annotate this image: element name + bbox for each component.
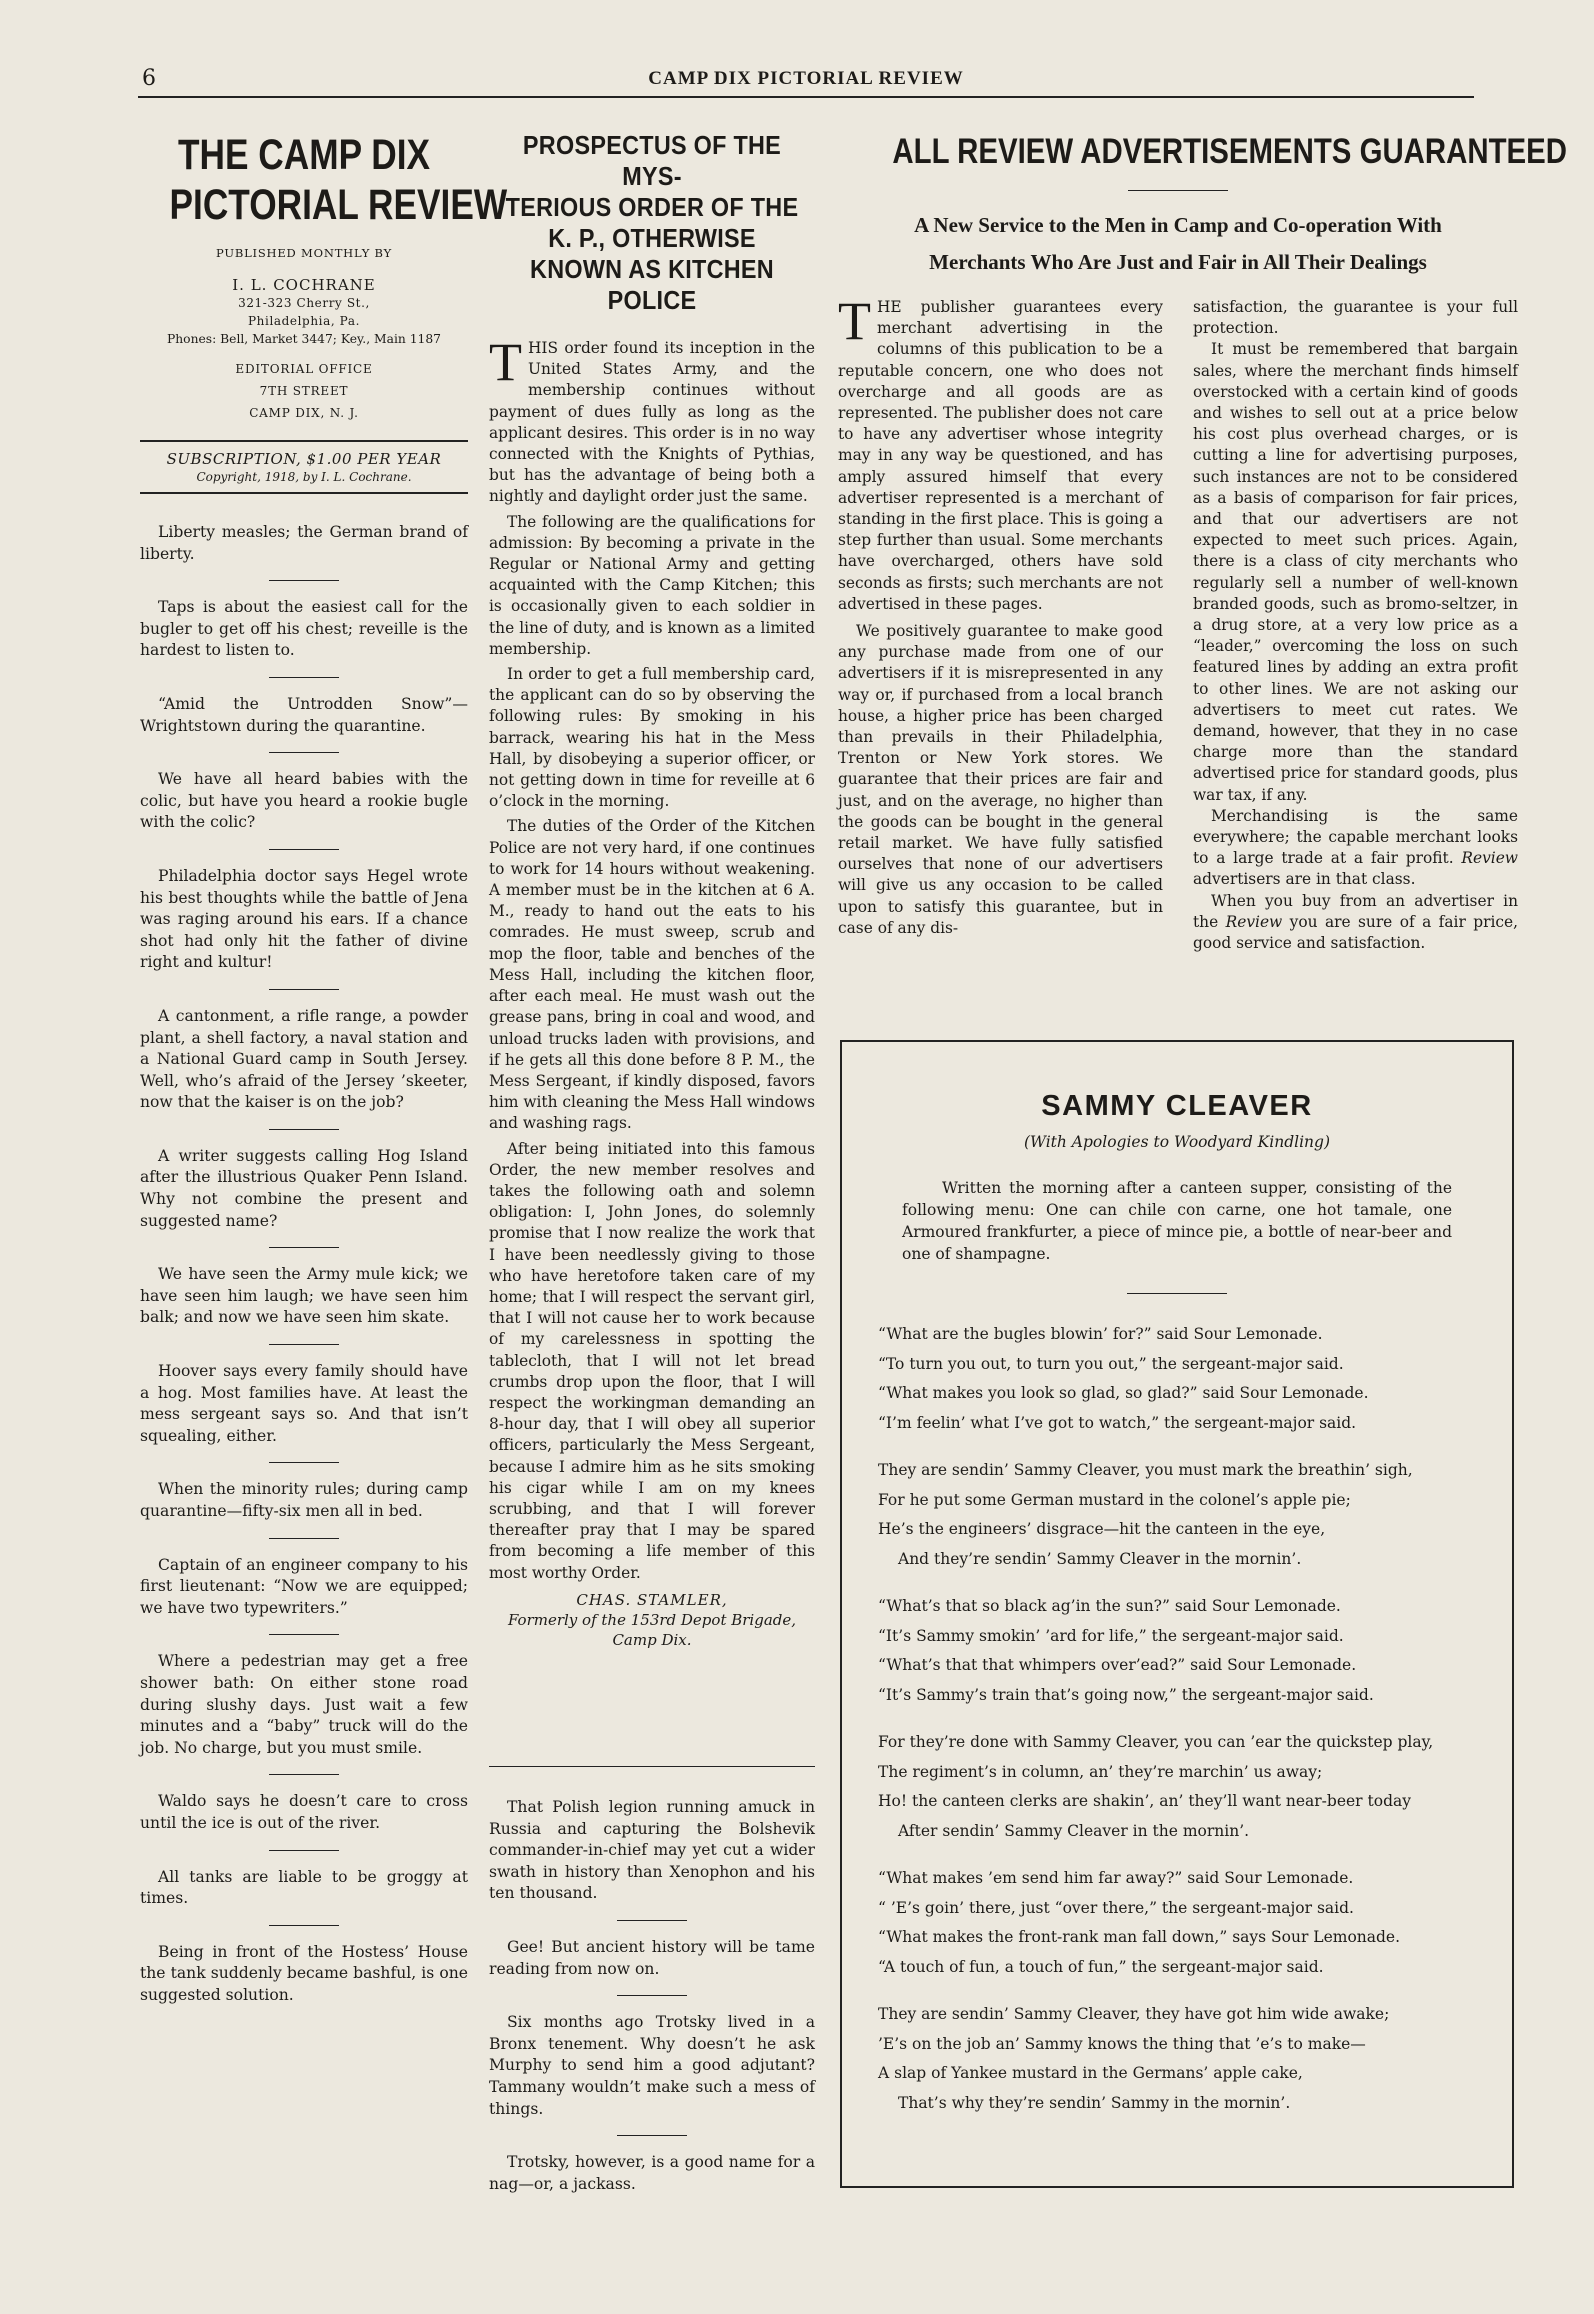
poem-line: Ho! the canteen clerks are shakin’, an’ they’ll want near-beer today	[878, 1792, 1412, 1810]
separator-rule	[269, 1538, 339, 1539]
poem-line: “A touch of fun, a touch of fun,” the sergeant-major said.	[878, 1957, 1324, 1976]
brief-item: Being in front of the Hostess’ House the tank suddenly became bashful, is one suggested solution.	[140, 1942, 468, 2004]
prospectus-title-line: PROSPECTUS OF THE MYS-	[522, 130, 782, 191]
ad-subtitle-line-1: A New Service to the Men in Camp and Co-operation With	[914, 213, 1442, 237]
prospectus-paragraph: The duties of the Order of the Kitchen Police are not very hard, if one continues to work for 14 hours without weakening. A member must be in the kitchen at 6 A. M., ready to hand out the eats to his comrades. He must sweep, scrub and mop the floor, table and benches of the Mess Hall, including the kitchen floor, after each meal. He must wash out the grease pans, bring in coal and wood, and unload trucks laden with provisions, and if he gets all this done before 8 P. M., the Mess Sergeant, if kindly disposed, favors him with cleaning the Mess Hall windows and washing rags.	[489, 817, 815, 1133]
signature-affiliation: Formerly of the 153rd Depot Brigade,	[507, 1610, 797, 1629]
ad-paragraph: THE publisher guarantees every merchant advertising in the columns of this publication to be a reputable concern, one who does not overcharge and all goods are as represented. The publisher does not care to have any advertiser whose integrity may in any way be questioned, and has amply assured himself that every advertiser represented is a merchant of standing in the first place. This is going a step further than usual. Some merchants have overcharged, others have sold seconds as firsts; such merchants are not advertised in these pages.	[838, 291, 1163, 613]
brief-item: Taps is about the easiest call for the bugler to get off his chest; reveille is the hardest to listen to.	[140, 598, 468, 660]
brief-item: We have seen the Army mule kick; we have seen him laugh; we have seen him balk; and now we have seen him skate.	[140, 1265, 468, 1327]
prospectus-paragraph: In order to get a full membership card, the applicant can do so by observing the following rules: By smoking in his barrack, wearing his hat in the Mess Hall, by disobeying a superior officer, or not getting down in time for reveille at 6 o’clock in the morning.	[489, 665, 815, 811]
subscription-box	[140, 440, 468, 494]
ad-subtitle	[838, 207, 1518, 281]
ad-body-right	[1193, 297, 1518, 954]
poem-line: “It’s Sammy’s train that’s going now,” the sergeant-major said.	[878, 1685, 1374, 1704]
signature-name: CHAS. STAMLER,	[576, 1590, 728, 1609]
column-right	[838, 110, 1568, 954]
separator-rule	[617, 1920, 687, 1921]
poem-line: The regiment’s in column, an’ they’re marchin’ us away;	[878, 1762, 1323, 1781]
poem-title: SAMMY CLEAVER	[1041, 1090, 1313, 1122]
publisher-name: I. L. COCHRANE	[232, 276, 376, 294]
poem-intro: Written the morning after a canteen supper, consisting of the following menu: One can chile con carne, one hot tamale, one Armoured frankfurter, a piece of mince pie, a bottle of near-beer and one of shampagne.	[902, 1179, 1452, 1263]
brief-item: All tanks are liable to be groggy at times.	[140, 1867, 468, 1908]
masthead-title-line2: PICTORIAL REVIEW	[169, 181, 508, 229]
signature	[489, 1590, 815, 1650]
ad-subtitle-line-2: Merchants Who Are Just and Fair in All Their Dealings	[929, 250, 1427, 274]
poem-rule	[1127, 1293, 1227, 1294]
ad-paragraph: satisfaction, the guarantee is your full protection.	[1193, 298, 1518, 338]
ad-guarantee-title: ALL REVIEW ADVERTISEMENTS GUARANTEED	[892, 132, 1568, 171]
drop-cap: T	[489, 332, 522, 392]
poem-line: “It’s Sammy smokin’ ’ard for life,” the sergeant-major said.	[878, 1626, 1344, 1645]
ad-paragraph: We positively guarantee to make good any purchase made from one of our advertisers if it is misrepresented in any way or, if purchased from a local branch house, a higher price has been charged than prevails in their Philadelphia, Trenton or New York stores. We guarantee that their prices are fair and just, and on the average, no higher than the goods can be bought in the general retail market. We have fully satisfied ourselves that none of our advertisers will give us any occasion to be called upon to satisfy this guarantee, but in case of any dis-	[838, 622, 1163, 937]
poem-line: “What’s that that whimpers over’ead?” said Sour Lemonade.	[878, 1656, 1357, 1674]
poem-line: That’s why they’re sendin’ Sammy in the mornin’.	[898, 2093, 1291, 2112]
prospectus-body	[489, 332, 815, 1584]
separator-rule	[617, 2135, 687, 2136]
poem-content	[878, 1090, 1476, 2136]
poem-line: “What makes ’em send him far away?” said Sour Lemonade.	[878, 1869, 1354, 1887]
poem-line: And they’re sendin’ Sammy Cleaver in the mornin’.	[898, 1549, 1302, 1568]
poem-stanza	[878, 2000, 1476, 2118]
brief-item: Where a pedestrian may get a free shower bath: On either stone road during slushy days. Just wait a few minutes and a “baby” truck will do the job. No charge, but you must smile.	[140, 1652, 468, 1757]
poem-subtitle: (With Apologies to Woodyard Kindling)	[1024, 1133, 1330, 1151]
prospectus-title-line: TERIOUS ORDER OF THE	[505, 192, 799, 222]
prospectus-paragraph: After being initiated into this famous Order, the new member resolves and takes the following oath and solemn obligation: I, John Jones, do solemnly promise that I now realize the work that I have been needlessly giving to those who have heretofore taken care of my home; that I will respect the servant girl, that I will not cause her to work because of my carelessness in spotting the tablecloth, that I will not let bread crumbs drop upon the floor, that I will respect the workingman demanding an 8-hour day, that I will obey all superior officers, particularly the Mess Sergeant, because I admire him as he sits smoking his cigar while I am on my knees scrubbing, and that I will forever thereafter pray that I may be spared from becoming a life member of this most worthy Order.	[489, 1139, 815, 1582]
poem-stanza	[878, 1728, 1476, 1846]
separator-rule	[269, 752, 339, 753]
brief-item: We have all heard babies with the colic, but have you heard a rookie bugle with the colic?	[140, 770, 468, 832]
separator-rule	[269, 1774, 339, 1775]
separator-rule	[269, 1344, 339, 1345]
separator-rule	[269, 1462, 339, 1463]
prospectus-paragraph: THIS order found its inception in the United States Army, and the membership continues without payment of dues fully as long as the applicant desires. This order is in no way connected with the Knights of Pythias, but has the advantage of being both a nightly and daylight order just the same.	[489, 332, 815, 506]
ad-paragraph: It must be remembered that bargain sales, where the merchant finds himself overstocked with a certain kind of goods and wishes to sell out at a price below his cost plus overhead charges, or is cutting a line for advertising purposes, such instances are not to be considered as a basis of comparison for fair prices, and that our advertisers are not expected to meet such prices. Again, there is a class of city merchants who regularly sell a number of well-known branded goods, such as bromo-seltzer, in a drug store, at a very low price as a “leader,” overcoming the loss on such featured lines by adding an extra profit to other lines. We are not asking our advertisers to meet cut rates. We demand, however, that they in no case charge more than the standard advertised price for standard goods, plus war tax, if any.	[1193, 340, 1518, 804]
prospectus-title-line: K. P., OTHERWISE	[548, 223, 756, 253]
separator-rule	[269, 1925, 339, 1926]
masthead-title	[169, 130, 508, 230]
poem-line: For he put some German mustard in the colonel’s apple pie;	[878, 1490, 1351, 1509]
copyright: Copyright, 1918, by I. L. Cochrane.	[196, 470, 412, 484]
separator-rule	[269, 1129, 339, 1130]
editorial-office	[140, 358, 468, 424]
poem-stanzas	[878, 1320, 1476, 2118]
ad-paragraph: When you buy from an advertiser in the Review you are sure of a fair price, good service and satisfaction.	[1193, 891, 1518, 953]
brief-item: Liberty measles; the German brand of liberty.	[140, 523, 468, 563]
separator-rule	[269, 580, 339, 581]
brief-item: Gee! But ancient history will be tame reading from now on.	[489, 1937, 815, 1978]
column-middle-lower	[489, 1766, 815, 2195]
separator-rule	[269, 1247, 339, 1248]
separator-rule	[269, 677, 339, 678]
separator-rule	[617, 1995, 687, 1996]
published-by: PUBLISHED MONTHLY BY	[216, 246, 392, 260]
separator-rule	[269, 989, 339, 990]
poem-line: “To turn you out, to turn you out,” the sergeant-major said.	[878, 1354, 1344, 1373]
brief-item: Waldo says he doesn’t care to cross until the ice is out of the river.	[140, 1792, 468, 1832]
brief-item: Hoover says every family should have a hog. Most families have. At least the mess sergeant says so. And that isn’t squealing, either.	[140, 1362, 468, 1445]
editorial-line-2: 7TH STREET	[259, 384, 349, 398]
brief-items-lower	[489, 1797, 815, 2195]
ad-body-left	[838, 291, 1163, 954]
poem-line: “I’m feelin’ what I’ve got to watch,” the sergeant-major said.	[878, 1413, 1357, 1432]
poem-line: For they’re done with Sammy Cleaver, you can ’ear the quickstep play,	[878, 1733, 1434, 1751]
poem-line: They are sendin’ Sammy Cleaver, you must mark the breathin’ sigh,	[878, 1461, 1413, 1479]
poem-box	[840, 1040, 1514, 2188]
poem-line: “ ’E’s goin’ there, just “over there,” the sergeant-major said.	[878, 1898, 1354, 1917]
poem-line: A slap of Yankee mustard in the Germans’ apple cake,	[878, 2064, 1303, 2082]
address-line-1: 321-323 Cherry St.,	[238, 296, 370, 310]
poem-line: “What are the bugles blowin’ for?” said Sour Lemonade.	[878, 1325, 1323, 1343]
phones: Phones: Bell, Market 3447; Key., Main 1187	[166, 332, 442, 346]
poem-stanza	[878, 1864, 1476, 1982]
brief-item: Philadelphia doctor says Hegel wrote his best thoughts while the battle of Jena was raging around his ears. If a chance shot had only hit the father of divine right and kultur!	[140, 866, 468, 972]
running-header	[138, 64, 1474, 98]
poem-line: “What makes the front-rank man fall down,” says Sour Lemonade.	[878, 1928, 1401, 1946]
editorial-line-3: CAMP DIX, N. J.	[249, 406, 359, 420]
masthead-title-line1: THE CAMP DIX	[177, 131, 431, 179]
address-line-2: Philadelphia, Pa.	[248, 314, 360, 328]
brief-item: Captain of an engineer company to his first lieutenant: “Now we are equipped; we have two typewriters.”	[140, 1555, 468, 1617]
subscription-price: SUBSCRIPTION, $1.00 PER YEAR	[166, 450, 442, 468]
prospectus-title	[505, 130, 798, 316]
ad-paragraph: Merchandising is the same everywhere; the capable merchant looks to a large trade at a fair profit. Review advertisers are in that class.	[1193, 806, 1518, 889]
poem-stanza	[878, 1320, 1476, 1438]
brief-items	[140, 522, 468, 2007]
poem-line: ’E’s on the job an’ Sammy knows the thing that ’e’s to make—	[878, 2034, 1366, 2053]
prospectus-title-line: KNOWN AS KITCHEN	[530, 254, 774, 284]
editorial-line-1: EDITORIAL OFFICE	[235, 362, 373, 376]
poem-line: After sendin’ Sammy Cleaver in the mornin’.	[898, 1821, 1250, 1840]
separator-rule	[269, 849, 339, 850]
poem-line: “What makes you look so glad, so glad?” said Sour Lemonade.	[878, 1384, 1369, 1402]
poem-stanza	[878, 1592, 1476, 1710]
title-rule	[1128, 190, 1228, 191]
prospectus-paragraph: The following are the qualifications for admission: By becoming a private in the Regular or National Army and getting acquainted with the Camp Kitchen; this is occasionally given to each soldier in the line of duty, and is known as a limited membership.	[489, 512, 815, 658]
column-left	[140, 110, 508, 2007]
brief-item: “Amid the Untrodden Snow”—Wrightstown during the quarantine.	[140, 694, 468, 735]
ad-body	[838, 291, 1518, 954]
separator-rule	[269, 1850, 339, 1851]
prospectus-title-line: POLICE	[607, 285, 697, 315]
poem-line: “What’s that so black ag’in the sun?” said Sour Lemonade.	[878, 1597, 1341, 1615]
brief-item: A writer suggests calling Hog Island after the illustrious Quaker Penn Island. Why not combine the present and suggested name?	[140, 1146, 468, 1230]
brief-item: When the minority rules; during camp quarantine—fifty-six men all in bed.	[140, 1480, 468, 1520]
section-rule	[489, 1766, 815, 1767]
brief-item: Trotsky, however, is a good name for a nag—or, a jackass.	[489, 2153, 815, 2193]
poem-line: They are sendin’ Sammy Cleaver, they have got him wide awake;	[878, 2005, 1390, 2023]
separator-rule	[269, 1634, 339, 1635]
poem-line: He’s the engineers’ disgrace—hit the canteen in the eye,	[878, 1520, 1326, 1538]
column-middle	[489, 110, 815, 1650]
poem-stanza	[878, 1456, 1476, 1574]
drop-cap: T	[838, 291, 871, 351]
brief-item: Six months ago Trotsky lived in a Bronx tenement. Why doesn’t he ask Murphy to send him a good adjutant? Tammany wouldn’t make such a mess of things.	[489, 2013, 815, 2118]
brief-item: A cantonment, a rifle range, a powder plant, a shell factory, a naval station and a National Guard camp in South Jersey. Well, who’s afraid of the Jersey ’skeeter, now that the kaiser is on the job?	[140, 1006, 468, 1112]
page-number: 6	[142, 66, 156, 91]
brief-item: That Polish legion running amuck in Russia and capturing the Bolshevik commander-in-chief may yet cut a wider swath in history than Xenophon and his ten thousand.	[489, 1798, 815, 1903]
running-title: CAMP DIX PICTORIAL REVIEW	[648, 68, 964, 89]
signature-location: Camp Dix.	[612, 1630, 692, 1649]
